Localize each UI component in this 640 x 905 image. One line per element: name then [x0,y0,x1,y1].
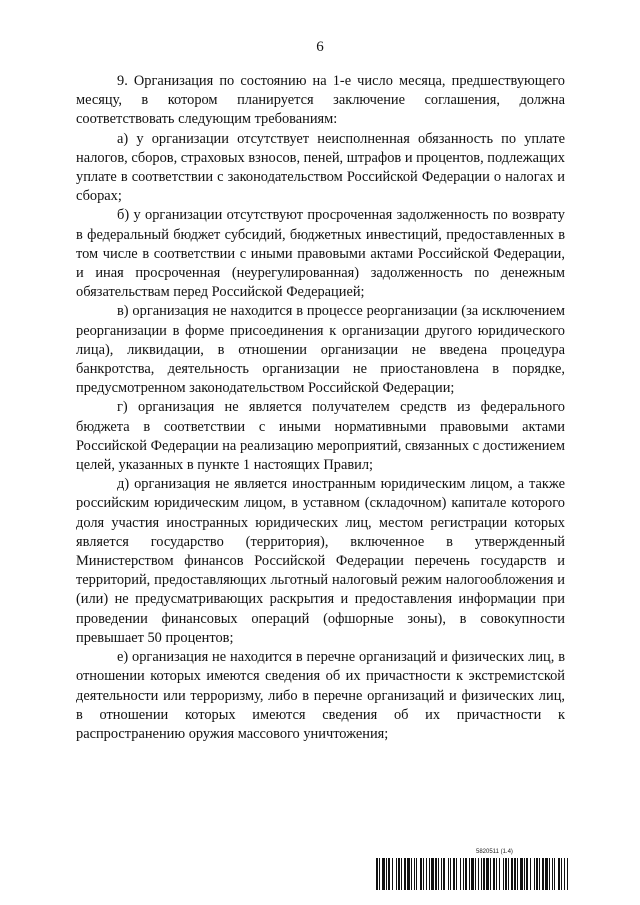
paragraph-a: а) у организации отсутствует неисполненная обязанность по уплате налогов, сборов, страховых взносов, пеней, штрафов и процентов, подлежащих уплате в соответствии с законодательством Российской Федерации о налогах и сборах; [76,130,565,205]
document-barcode [376,849,568,893]
paragraph-b: б) у организации отсутствуют просроченная задолженность по возврату в федеральный бюджет субсидий, бюджетных инвестиций, предоставленных в том числе в соответствии с иными правовыми актами Российской Федерации, и иная просроченная (неурегулированная) задолженность по денежным обязательствам перед Российской Федерацией; [76,207,565,301]
paragraph-e: е) организация не находится в перечне организаций и физических лиц, в отношении которых имеются сведения об их причастности к экстремистской деятельности или терроризму, либо в перечне организаций и физических лиц, в отношении которых имеются сведения об их причастности к распространению оружия массового уничтожения; [76,649,565,742]
barcode-icon [376,858,568,890]
paragraph-d: д) организация не является иностранным юридическим лицом, а также российским юридическим лицом, в уставном (складочном) капитале которого доля участия иностранных юридических лиц, местом регистрации которых является государство (территория), включенное в утвержденный Министерством финансов Российской Федерации перечень государств и территорий, предоставляющих льготный налоговый режим налогообложения и (или) не предусматривающих раскрытия и предоставления информации при проведении финансовых операций (офшорные зоны), в совокупности превышает 50 процентов; [76,476,565,646]
document-body [76,72,565,744]
paragraph-g: г) организация не является получателем средств из федерального бюджета в соответствии с иными нормативными правовыми актами Российской Федерации на реализацию мероприятий, связанных с достижением целей, указанных в пункте 1 настоящих Правил; [76,399,565,474]
barcode-code-label: 5820511 (1.4) [476,849,513,855]
paragraph-v: в) организация не находится в процессе реорганизации (за исключением реорганизации в форме присоединения к организации другого юридического лица), ликвидации, в отношении организации не введена процедура банкротства, деятельность организации не приостановлена в порядке, предусмотренном законодательством Российской Федерации; [76,303,565,397]
page-number: 6 [316,39,324,55]
paragraph-9: 9. Организация по состоянию на 1-е число месяца, предшествующего месяцу, в котором планируется заключение соглашения, должна соответствовать следующим требованиям: [76,73,565,128]
